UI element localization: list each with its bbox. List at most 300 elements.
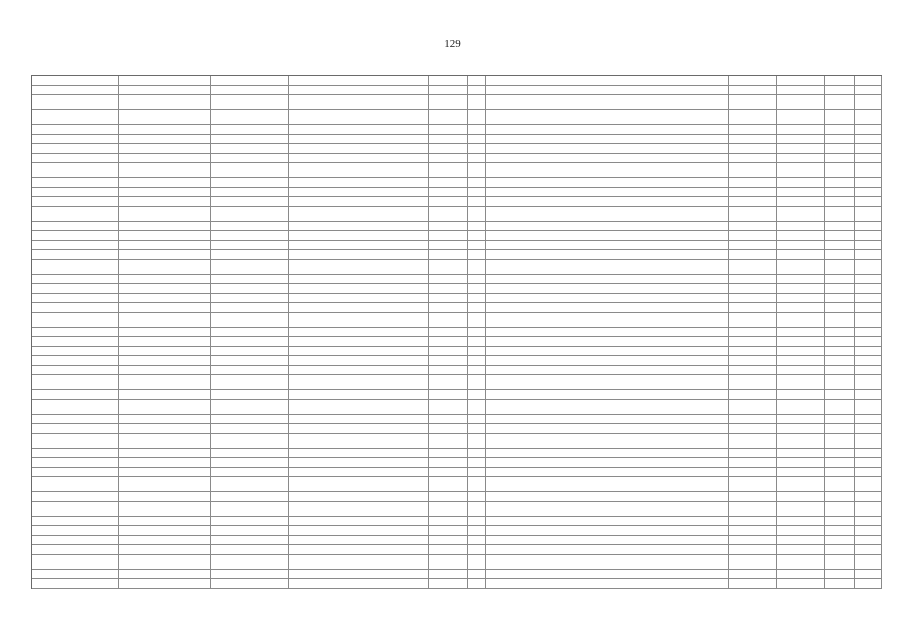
table-cell xyxy=(825,502,855,516)
table-cell xyxy=(468,284,486,293)
table-cell xyxy=(777,449,825,458)
table-cell xyxy=(729,468,777,477)
table-cell xyxy=(289,347,429,356)
table-cell xyxy=(211,222,289,231)
table-cell xyxy=(486,545,729,554)
table-cell xyxy=(119,284,211,293)
table-cell xyxy=(486,424,729,433)
table-cell xyxy=(777,502,825,516)
table-cell xyxy=(855,424,882,433)
table-cell xyxy=(729,178,777,187)
table-cell xyxy=(777,328,825,337)
table-cell xyxy=(825,275,855,284)
table-cell xyxy=(119,197,211,206)
table-cell xyxy=(119,492,211,501)
table-cell xyxy=(32,468,119,477)
table-cell xyxy=(729,415,777,424)
table-cell xyxy=(468,207,486,221)
table-cell xyxy=(855,449,882,458)
table-row xyxy=(32,424,882,434)
table-cell xyxy=(119,188,211,197)
table-cell xyxy=(32,76,119,85)
table-cell xyxy=(855,328,882,337)
table-cell xyxy=(32,328,119,337)
table-cell xyxy=(429,347,468,356)
table-cell xyxy=(486,294,729,303)
table-cell xyxy=(119,502,211,516)
table-cell xyxy=(855,95,882,109)
table-cell xyxy=(468,545,486,554)
table-cell xyxy=(32,135,119,144)
table-row xyxy=(32,76,882,86)
table-cell xyxy=(486,110,729,124)
table-cell xyxy=(119,356,211,365)
table-cell xyxy=(211,366,289,375)
table-cell xyxy=(32,337,119,346)
table-cell xyxy=(119,366,211,375)
table-cell xyxy=(119,303,211,312)
table-cell xyxy=(855,347,882,356)
table-cell xyxy=(729,458,777,467)
table-row xyxy=(32,154,882,164)
table-cell xyxy=(825,110,855,124)
table-cell xyxy=(468,492,486,501)
table-cell xyxy=(777,135,825,144)
table-cell xyxy=(211,154,289,163)
table-cell xyxy=(468,231,486,240)
table-cell xyxy=(486,95,729,109)
table-cell xyxy=(777,526,825,535)
table-cell xyxy=(32,526,119,535)
table-cell xyxy=(468,375,486,389)
table-cell xyxy=(289,110,429,124)
table-cell xyxy=(429,135,468,144)
table-cell xyxy=(729,250,777,259)
table-cell xyxy=(777,207,825,221)
table-cell xyxy=(825,579,855,588)
table-cell xyxy=(486,222,729,231)
table-cell xyxy=(468,449,486,458)
table-cell xyxy=(32,366,119,375)
table-cell xyxy=(429,284,468,293)
table-cell xyxy=(289,231,429,240)
table-cell xyxy=(777,400,825,414)
table-cell xyxy=(468,328,486,337)
table-cell xyxy=(429,207,468,221)
table-cell xyxy=(119,178,211,187)
table-row xyxy=(32,390,882,400)
table-cell xyxy=(855,536,882,545)
table-cell xyxy=(289,477,429,491)
table-cell xyxy=(289,222,429,231)
table-cell xyxy=(468,95,486,109)
table-row xyxy=(32,303,882,313)
table-cell xyxy=(729,197,777,206)
table-row xyxy=(32,375,882,390)
table-cell xyxy=(855,434,882,448)
table-cell xyxy=(289,526,429,535)
table-cell xyxy=(777,390,825,399)
table-cell xyxy=(32,517,119,526)
table-cell xyxy=(429,555,468,569)
table-cell xyxy=(289,86,429,95)
table-cell xyxy=(429,526,468,535)
table-cell xyxy=(777,231,825,240)
table-cell xyxy=(855,477,882,491)
table-cell xyxy=(825,477,855,491)
table-cell xyxy=(468,178,486,187)
table-cell xyxy=(855,415,882,424)
table-cell xyxy=(119,458,211,467)
table-cell xyxy=(119,328,211,337)
table-cell xyxy=(825,260,855,274)
table-cell xyxy=(825,328,855,337)
table-cell xyxy=(289,284,429,293)
table-cell xyxy=(289,458,429,467)
table-row xyxy=(32,449,882,459)
table-cell xyxy=(855,250,882,259)
table-cell xyxy=(777,178,825,187)
table-cell xyxy=(486,458,729,467)
table-cell xyxy=(486,492,729,501)
table-cell xyxy=(468,241,486,250)
table-cell xyxy=(729,545,777,554)
table-cell xyxy=(289,313,429,327)
table-cell xyxy=(855,86,882,95)
table-cell xyxy=(119,526,211,535)
table-cell xyxy=(429,477,468,491)
table-cell xyxy=(119,250,211,259)
table-cell xyxy=(777,415,825,424)
table-cell xyxy=(729,110,777,124)
table-cell xyxy=(289,579,429,588)
table-cell xyxy=(211,163,289,177)
table-cell xyxy=(32,163,119,177)
table-cell xyxy=(468,366,486,375)
table-cell xyxy=(777,260,825,274)
table-cell xyxy=(729,337,777,346)
table-cell xyxy=(729,570,777,579)
table-cell xyxy=(32,347,119,356)
table-cell xyxy=(119,579,211,588)
table-cell xyxy=(289,154,429,163)
table-cell xyxy=(289,135,429,144)
table-cell xyxy=(486,76,729,85)
table-cell xyxy=(211,125,289,134)
table-cell xyxy=(486,86,729,95)
table-cell xyxy=(32,154,119,163)
table-row xyxy=(32,163,882,178)
table-cell xyxy=(289,424,429,433)
table-cell xyxy=(211,110,289,124)
table-cell xyxy=(119,477,211,491)
table-row xyxy=(32,222,882,232)
table-cell xyxy=(855,231,882,240)
table-cell xyxy=(429,275,468,284)
table-cell xyxy=(777,241,825,250)
table-cell xyxy=(468,154,486,163)
table-cell xyxy=(32,178,119,187)
table-cell xyxy=(32,222,119,231)
table-cell xyxy=(32,458,119,467)
table-cell xyxy=(468,347,486,356)
table-cell xyxy=(777,110,825,124)
table-cell xyxy=(729,222,777,231)
table-cell xyxy=(32,424,119,433)
table-cell xyxy=(429,294,468,303)
table-row xyxy=(32,477,882,492)
table-cell xyxy=(468,337,486,346)
table-cell xyxy=(119,95,211,109)
table-cell xyxy=(211,434,289,448)
table-cell xyxy=(825,95,855,109)
table-cell xyxy=(32,477,119,491)
table-cell xyxy=(289,536,429,545)
table-cell xyxy=(825,390,855,399)
table-row xyxy=(32,125,882,135)
table-cell xyxy=(289,241,429,250)
table-cell xyxy=(429,536,468,545)
table-cell xyxy=(119,163,211,177)
table-cell xyxy=(825,536,855,545)
table-cell xyxy=(429,449,468,458)
table-cell xyxy=(825,415,855,424)
table-cell xyxy=(825,366,855,375)
table-cell xyxy=(468,163,486,177)
table-cell xyxy=(729,375,777,389)
table-cell xyxy=(429,424,468,433)
table-cell xyxy=(211,492,289,501)
table-cell xyxy=(486,135,729,144)
table-cell xyxy=(729,477,777,491)
table-cell xyxy=(429,579,468,588)
table-cell xyxy=(729,536,777,545)
table-cell xyxy=(486,347,729,356)
table-cell xyxy=(855,275,882,284)
table-cell xyxy=(119,434,211,448)
table-cell xyxy=(825,188,855,197)
table-cell xyxy=(211,424,289,433)
table-cell xyxy=(486,517,729,526)
table-cell xyxy=(429,356,468,365)
table-cell xyxy=(468,434,486,448)
table-row xyxy=(32,337,882,347)
table-cell xyxy=(729,86,777,95)
table-cell xyxy=(825,284,855,293)
table-cell xyxy=(32,188,119,197)
table-cell xyxy=(729,434,777,448)
table-cell xyxy=(486,284,729,293)
table-cell xyxy=(855,356,882,365)
table-cell xyxy=(486,197,729,206)
table-cell xyxy=(211,76,289,85)
table-cell xyxy=(289,163,429,177)
table-cell xyxy=(729,356,777,365)
table-cell xyxy=(855,188,882,197)
table-cell xyxy=(289,356,429,365)
table-cell xyxy=(289,570,429,579)
table-cell xyxy=(429,313,468,327)
table-cell xyxy=(825,337,855,346)
table-cell xyxy=(32,250,119,259)
table-row xyxy=(32,250,882,260)
table-cell xyxy=(486,241,729,250)
table-cell xyxy=(486,188,729,197)
table-cell xyxy=(777,337,825,346)
table-cell xyxy=(855,337,882,346)
table-cell xyxy=(468,86,486,95)
table-cell xyxy=(777,163,825,177)
table-cell xyxy=(468,400,486,414)
table-cell xyxy=(32,492,119,501)
table-cell xyxy=(825,492,855,501)
table-cell xyxy=(825,197,855,206)
table-cell xyxy=(289,125,429,134)
table-cell xyxy=(486,154,729,163)
table-cell xyxy=(777,275,825,284)
table-cell xyxy=(855,492,882,501)
table-cell xyxy=(32,313,119,327)
table-cell xyxy=(486,375,729,389)
table-cell xyxy=(211,313,289,327)
table-cell xyxy=(289,366,429,375)
table-cell xyxy=(855,545,882,554)
table-cell xyxy=(289,178,429,187)
table-cell xyxy=(429,502,468,516)
table-cell xyxy=(825,356,855,365)
table-cell xyxy=(119,390,211,399)
table-cell xyxy=(119,375,211,389)
table-cell xyxy=(429,468,468,477)
table-cell xyxy=(211,241,289,250)
table-cell xyxy=(825,241,855,250)
table-cell xyxy=(468,222,486,231)
table-cell xyxy=(211,545,289,554)
table-cell xyxy=(855,502,882,516)
table-cell xyxy=(289,95,429,109)
table-cell xyxy=(289,188,429,197)
table-cell xyxy=(211,449,289,458)
table-cell xyxy=(486,178,729,187)
table-cell xyxy=(289,144,429,153)
table-cell xyxy=(729,294,777,303)
table-cell xyxy=(855,526,882,535)
table-cell xyxy=(729,390,777,399)
table-cell xyxy=(468,555,486,569)
table-cell xyxy=(825,545,855,554)
table-cell xyxy=(825,449,855,458)
table-cell xyxy=(429,222,468,231)
table-cell xyxy=(119,337,211,346)
table-cell xyxy=(468,144,486,153)
table-cell xyxy=(777,570,825,579)
table-cell xyxy=(855,207,882,221)
table-cell xyxy=(119,415,211,424)
table-cell xyxy=(729,231,777,240)
table-cell xyxy=(777,144,825,153)
table-cell xyxy=(729,424,777,433)
table-cell xyxy=(729,347,777,356)
table-cell xyxy=(855,375,882,389)
table-cell xyxy=(825,163,855,177)
table-cell xyxy=(468,260,486,274)
table-cell xyxy=(289,517,429,526)
table-cell xyxy=(211,400,289,414)
table-row xyxy=(32,275,882,285)
table-cell xyxy=(729,76,777,85)
table-cell xyxy=(486,570,729,579)
table-cell xyxy=(486,555,729,569)
table-cell xyxy=(119,86,211,95)
table-cell xyxy=(429,570,468,579)
table-cell xyxy=(729,188,777,197)
table-row xyxy=(32,400,882,415)
table-cell xyxy=(468,188,486,197)
table-cell xyxy=(468,458,486,467)
table-cell xyxy=(119,222,211,231)
table-cell xyxy=(855,400,882,414)
table-cell xyxy=(486,536,729,545)
table-cell xyxy=(211,294,289,303)
table-cell xyxy=(289,415,429,424)
table-cell xyxy=(468,477,486,491)
table-cell xyxy=(211,231,289,240)
table-cell xyxy=(32,536,119,545)
table-row xyxy=(32,241,882,251)
table-cell xyxy=(289,76,429,85)
table-cell xyxy=(777,197,825,206)
table-cell xyxy=(777,356,825,365)
table-cell xyxy=(211,207,289,221)
table-cell xyxy=(777,222,825,231)
table-cell xyxy=(32,284,119,293)
table-cell xyxy=(32,275,119,284)
table-cell xyxy=(729,492,777,501)
table-cell xyxy=(119,424,211,433)
table-cell xyxy=(289,275,429,284)
table-cell xyxy=(289,328,429,337)
table-cell xyxy=(729,502,777,516)
table-cell xyxy=(429,366,468,375)
table-cell xyxy=(729,366,777,375)
table-cell xyxy=(729,163,777,177)
table-cell xyxy=(729,449,777,458)
table-cell xyxy=(855,135,882,144)
table-cell xyxy=(777,375,825,389)
table-cell xyxy=(119,517,211,526)
table-cell xyxy=(825,125,855,134)
table-cell xyxy=(468,76,486,85)
table-cell xyxy=(825,526,855,535)
table-cell xyxy=(729,135,777,144)
table-cell xyxy=(289,492,429,501)
table-cell xyxy=(825,517,855,526)
table-row xyxy=(32,328,882,338)
table-cell xyxy=(429,517,468,526)
table-cell xyxy=(486,275,729,284)
table-cell xyxy=(729,313,777,327)
table-cell xyxy=(855,110,882,124)
table-cell xyxy=(729,207,777,221)
table-cell xyxy=(289,207,429,221)
table-cell xyxy=(486,477,729,491)
table-cell xyxy=(855,366,882,375)
table-row xyxy=(32,294,882,304)
table-cell xyxy=(429,458,468,467)
table-cell xyxy=(855,222,882,231)
table-row xyxy=(32,178,882,188)
table-cell xyxy=(825,135,855,144)
